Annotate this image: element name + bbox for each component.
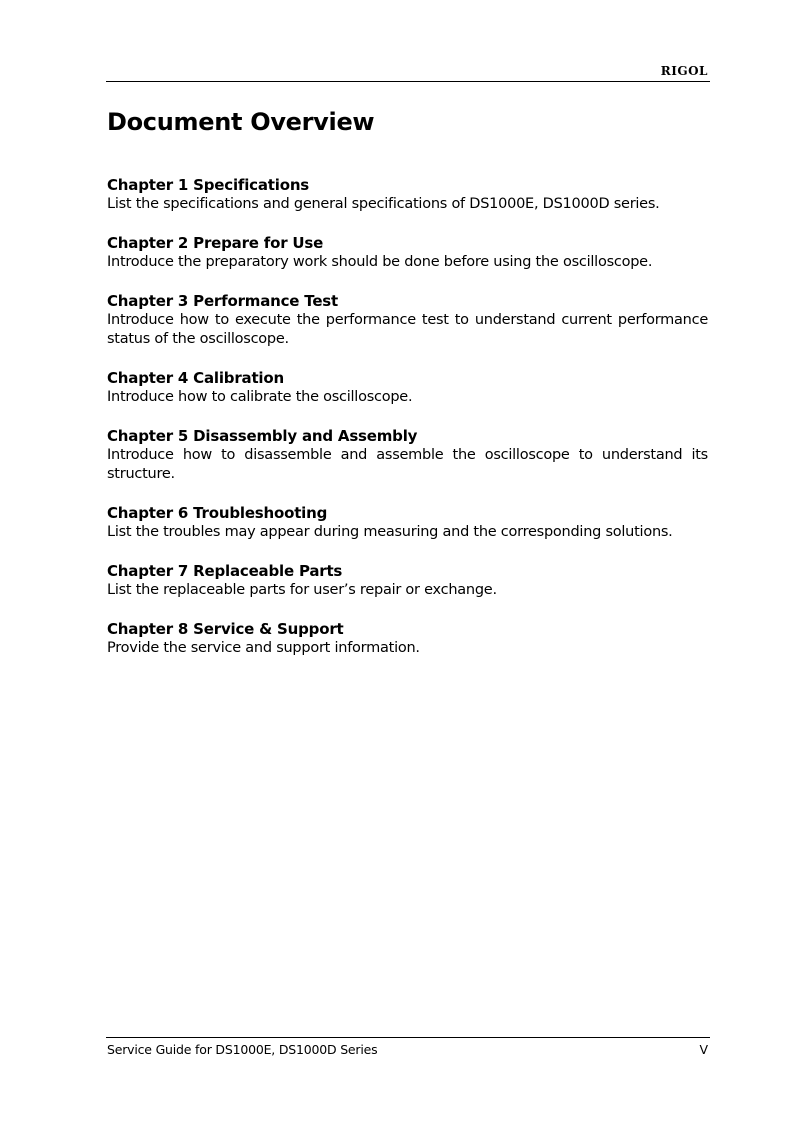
chapter-title: Chapter 1 Specifications [107,176,310,194]
chapter-description: Introduce the preparatory work should be done before using the oscilloscope. [107,254,653,270]
footer-page-number: V [699,1042,708,1057]
chapter-item-3 [107,292,708,349]
chapter-item-1 [107,176,708,214]
brand-logo-text: RIGOL [660,64,708,78]
chapter-item-8 [107,620,708,658]
chapter-title: Chapter 5 Disassembly and Assembly [107,427,418,445]
chapter-list [107,176,708,678]
chapter-title: Chapter 6 Troubleshooting [107,504,328,522]
footer-document-name: Service Guide for DS1000E, DS1000D Series [107,1042,378,1057]
chapter-item-2 [107,234,708,272]
chapter-title: Chapter 4 Calibration [107,369,284,387]
chapter-description: List the troubles may appear during measuring and the corresponding solutions. [107,524,673,540]
chapter-item-5 [107,427,708,484]
chapter-item-4 [107,369,708,407]
page-title: Document Overview [107,108,375,136]
chapter-description: Provide the service and support information. [107,640,420,656]
chapter-description: List the replaceable parts for user’s repair or exchange. [107,582,497,598]
chapter-description: Introduce how to disassemble and assemble the oscilloscope to understand its structure. [107,447,708,482]
chapter-description: List the specifications and general specifications of DS1000E, DS1000D series. [107,196,660,212]
header-divider [106,81,710,82]
chapter-item-6 [107,504,708,542]
footer-divider [106,1037,710,1038]
chapter-description: Introduce how to calibrate the oscilloscope. [107,389,413,405]
chapter-title: Chapter 8 Service & Support [107,620,344,638]
chapter-title: Chapter 3 Performance Test [107,292,338,310]
chapter-title: Chapter 2 Prepare for Use [107,234,324,252]
chapter-item-7 [107,562,708,600]
chapter-description: Introduce how to execute the performance test to understand current performance status of the oscilloscope. [107,312,708,347]
chapter-title: Chapter 7 Replaceable Parts [107,562,343,580]
